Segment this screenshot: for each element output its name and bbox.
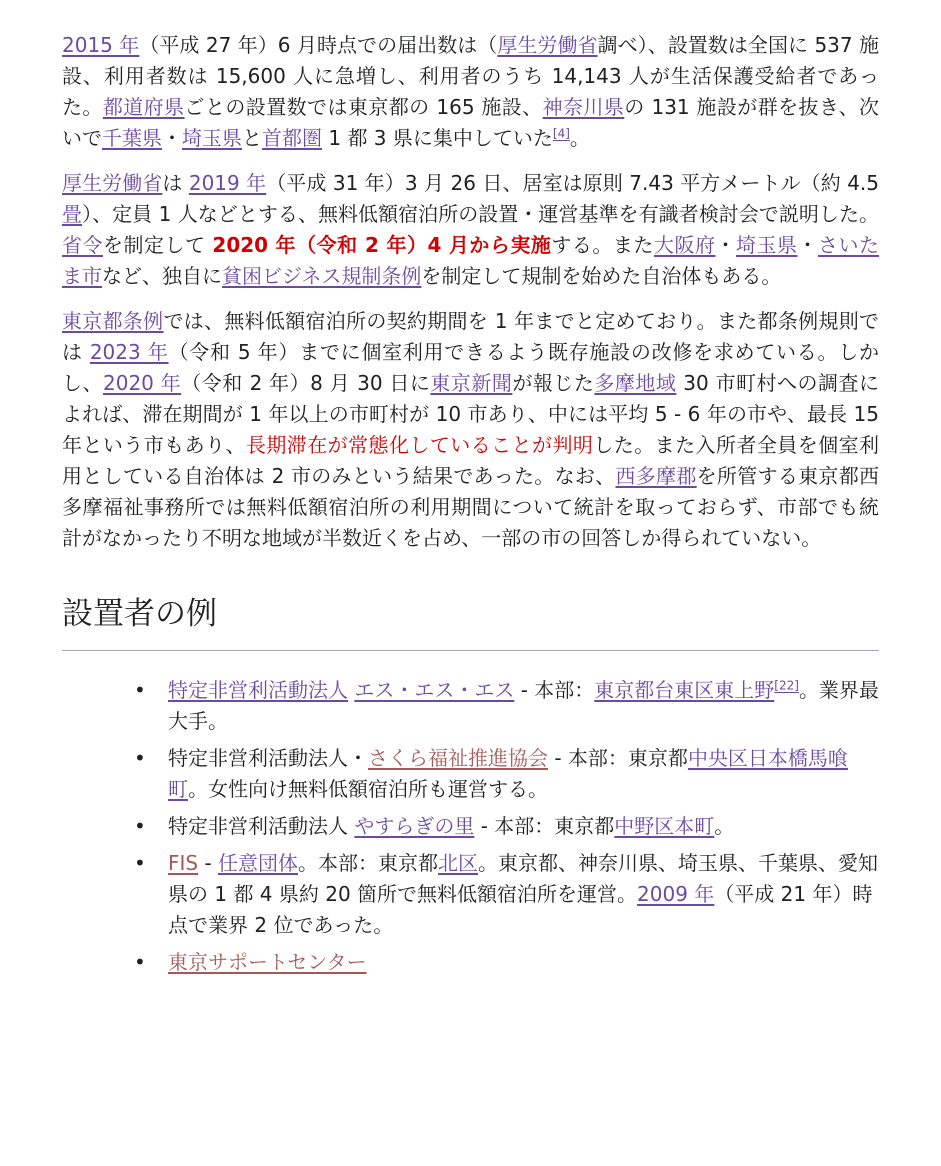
link-npo[interactable]: 特定非営利活動法人 — [168, 678, 348, 702]
link-nishitama[interactable]: 西多摩郡 — [615, 464, 697, 488]
reference-link-22[interactable]: [22] — [774, 678, 799, 693]
link-2015[interactable]: 2015 年 — [62, 33, 140, 57]
text: 。 — [569, 126, 590, 150]
link-2023[interactable]: 2023 年 — [89, 340, 169, 364]
link-bakurocho[interactable]: 中央区日本橋馬喰町 — [168, 746, 848, 801]
text: （令和 2 年）8 月 30 日に — [181, 371, 431, 395]
text: （平成 31 年）3 月 26 日、居室は原則 7.43 平方メートル（約 4.5 — [266, 171, 879, 195]
reference-link-4[interactable]: [4] — [552, 126, 570, 141]
text: と — [242, 126, 262, 150]
text: 。本部：東京都 — [298, 851, 439, 875]
link-tokyo-ordinance[interactable]: 東京都条例 — [62, 309, 164, 333]
text: を制定して規制を始めた自治体もある。 — [421, 264, 782, 288]
text: する。また — [551, 233, 654, 257]
link-voluntary-group[interactable]: 任意団体 — [218, 851, 299, 875]
link-capital-region[interactable]: 首都圏 — [262, 126, 322, 150]
link-saitama[interactable]: 埼玉県 — [735, 233, 798, 257]
link-mhlw[interactable]: 厚生労働省 — [497, 33, 598, 57]
text: ・ — [715, 233, 736, 257]
list-item — [134, 743, 879, 805]
text: ・ — [797, 233, 819, 257]
text: 特定非営利活動法人 — [168, 814, 355, 838]
link-fis[interactable]: FIS — [168, 851, 199, 875]
link-poverty-business-ordinance[interactable]: 貧困ビジネス規制条例 — [222, 264, 422, 288]
text: 特定非営利活動法人・ — [168, 746, 368, 770]
link-2009[interactable]: 2009 年 — [637, 882, 715, 906]
text: 1 都 3 県に集中していた — [322, 126, 553, 150]
text: 。女性向け無料低額宿泊所も運営する。 — [188, 777, 548, 801]
text: （令和 5 年）までに個室利用できるよう既存施設の改修を求めている。しかし、 — [62, 340, 879, 395]
text: 調べ）、設置数は全国に 537 施設、利用者数は 15,600 人に急増し、利用者のうち 14,143 人が生活保護受給者であった。 — [62, 33, 880, 119]
text: を所管する東京都西多摩福祉事務所では無料低額宿泊所の利用期間について統計を取っておらず、市部でも統計がなかったり不明な地域が半数近くを占め、一部の市の回答しか得られていない。 — [62, 464, 880, 550]
paragraph-standards — [62, 168, 879, 292]
text: 。東京都、神奈川県、埼玉県、千葉県、愛知県の 1 都 4 県約 20 箇所で無料低額宿泊所を運営。 — [168, 851, 879, 906]
paragraph-tokyo-ordinance — [62, 306, 879, 554]
text: ）、定員 1 人などとする、無料低額宿泊所の設置・運営基準を有識者検討会で説明した。 — [82, 202, 879, 226]
link-saitama[interactable]: 埼玉県 — [182, 126, 242, 150]
reference-marker — [774, 678, 799, 692]
link-2020[interactable]: 2020 年 — [103, 371, 182, 395]
link-ministerial-ordinance[interactable]: 省令 — [62, 233, 104, 257]
text: した。また入所者全員を個室利用としている自治体は 2 市のみという結果であった。なお、 — [62, 433, 880, 488]
link-kanagawa[interactable]: 神奈川県 — [542, 95, 625, 119]
text: など、独自に — [102, 264, 222, 288]
link-kita-ku[interactable]: 北区 — [438, 851, 479, 875]
text: の 131 施設が群を抜き、次いで — [62, 95, 880, 150]
text: を制定して — [103, 233, 213, 257]
link-sakura-welfare[interactable]: さくら福祉推進協会 — [368, 746, 548, 770]
text: ・ — [162, 126, 182, 150]
link-tama-area[interactable]: 多摩地域 — [594, 371, 677, 395]
link-sss[interactable]: エス・エス・エス — [354, 678, 515, 702]
text: 。 — [714, 814, 735, 838]
list-item — [134, 947, 879, 978]
emphasis-long-stay: 長期滞在が常態化していることが判明 — [245, 433, 594, 457]
operator-list — [62, 675, 879, 978]
link-tokyo-support-center[interactable]: 東京サポートセンター — [168, 950, 367, 974]
text: 30 市町村への調査によれば、滞在期間が 1 年以上の市町村が 10 市あり、中には平均 5 - 6 年の市や、最長 15 年という市もあり、 — [62, 371, 880, 457]
link-saitama-city[interactable]: さいたま市 — [62, 233, 880, 288]
reference-marker — [553, 126, 570, 140]
link-osaka[interactable]: 大阪府 — [653, 233, 716, 257]
link-chiba[interactable]: 千葉県 — [102, 126, 162, 150]
link-prefectures[interactable]: 都道府県 — [102, 95, 185, 119]
link-higashiueno[interactable]: 東京都台東区東上野 — [594, 678, 775, 702]
text: では、無料低額宿泊所の契約期間を 1 年までと定めており。また都条例規則では — [62, 309, 879, 364]
section-heading: 設置者の例 — [62, 594, 879, 651]
emphasis-effective-date: 2020 年（令和 2 年）4 月から実施 — [212, 233, 552, 257]
link-nakano-honcho[interactable]: 中野区本町 — [614, 814, 715, 838]
text: - 本部：東京都 — [548, 746, 688, 770]
text: （平成 21 年）時点で業界 2 位であった。 — [168, 882, 873, 937]
link-mhlw[interactable]: 厚生労働省 — [62, 171, 163, 195]
bullet-icon: • — [134, 678, 146, 702]
link-yasuragi[interactable]: やすらぎの里 — [354, 814, 475, 838]
text: - 本部： — [514, 678, 595, 702]
text: （平成 27 年）6 月時点での届出数は（ — [139, 33, 498, 57]
bullet-icon: • — [134, 851, 146, 875]
link-tatami[interactable]: 畳 — [62, 202, 83, 226]
bullet-icon: • — [134, 746, 146, 770]
paragraph-facility-statistics — [62, 30, 879, 154]
list-item — [134, 675, 879, 737]
list-item — [134, 811, 879, 842]
text: - — [198, 851, 219, 875]
link-tokyo-shimbun[interactable]: 東京新聞 — [430, 371, 513, 395]
list-item — [134, 848, 879, 941]
text: 。業界最大手。 — [168, 678, 879, 733]
bullet-icon: • — [134, 814, 146, 838]
bullet-icon: • — [134, 950, 146, 974]
text: ごとの設置数では東京都の 165 施設、 — [184, 95, 543, 119]
text: は — [162, 171, 189, 195]
text: が報じた — [512, 371, 595, 395]
link-2019[interactable]: 2019 年 — [188, 171, 267, 195]
text: - 本部：東京都 — [474, 814, 615, 838]
